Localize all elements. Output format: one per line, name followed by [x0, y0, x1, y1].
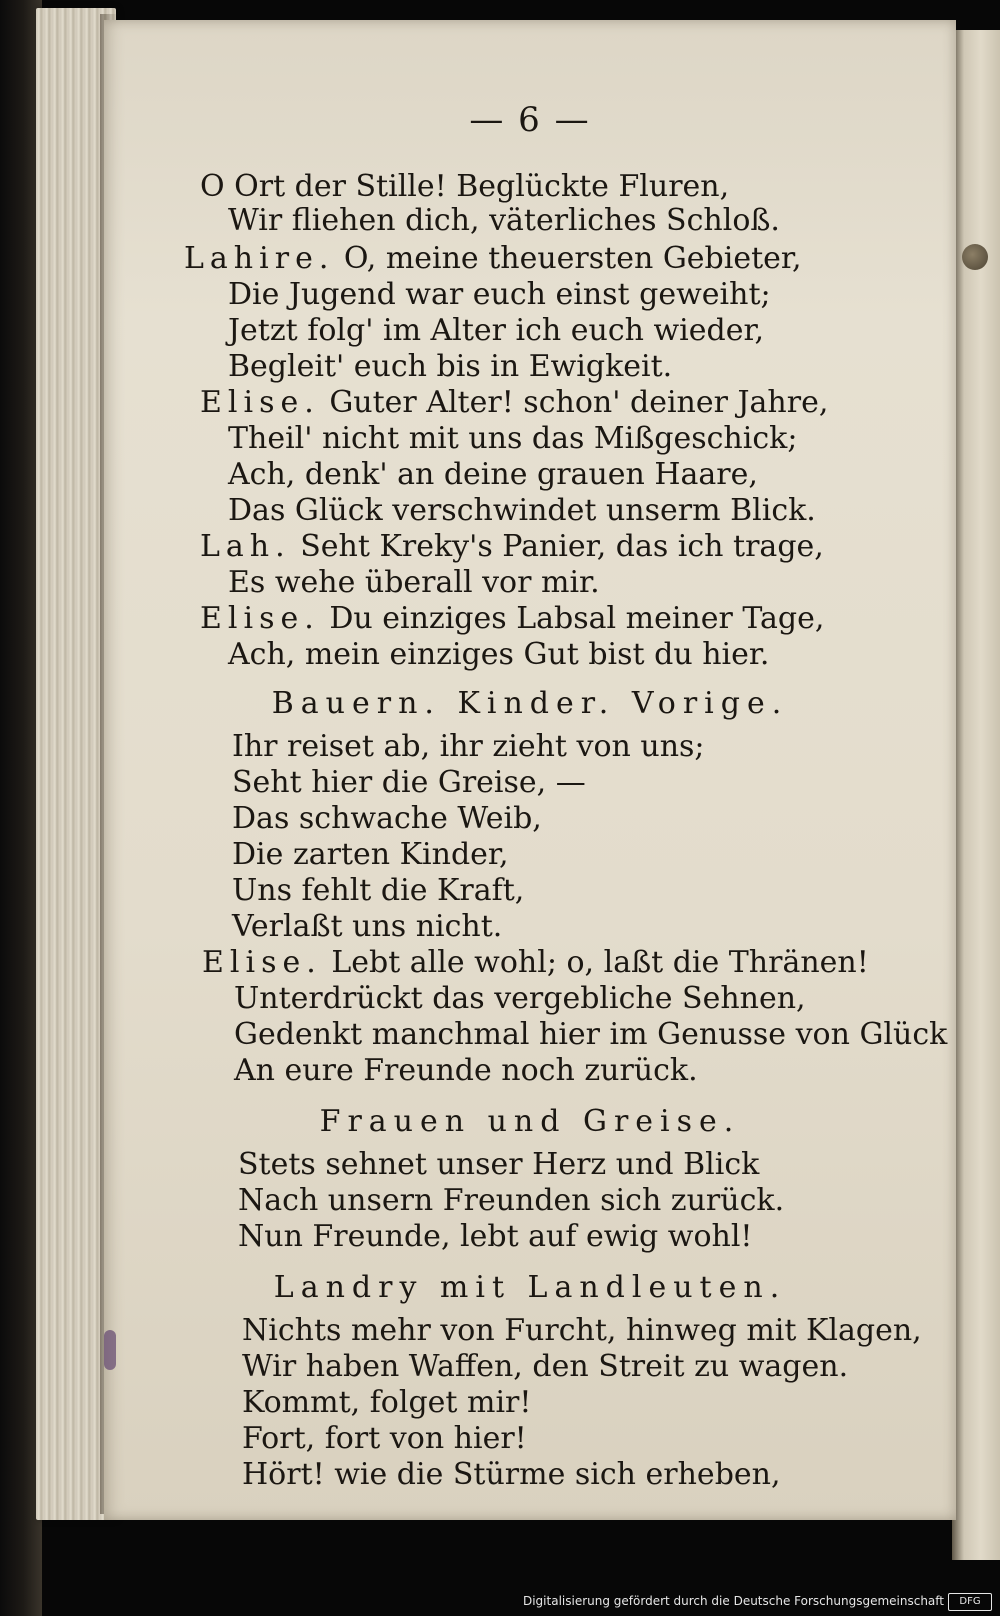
section-heading: Frauen und Greise. — [319, 1104, 741, 1139]
speaker-name: Elise. — [202, 945, 322, 980]
line-text: O, meine theuersten Gebieter, — [343, 241, 802, 276]
verse-line — [228, 566, 600, 600]
verse-line — [228, 494, 816, 528]
verse-line — [238, 1184, 784, 1218]
verse-line — [232, 838, 509, 872]
verse-line — [228, 422, 797, 456]
verse-line — [200, 170, 729, 204]
verse-line — [228, 278, 771, 312]
verse-line — [234, 1054, 698, 1088]
line-text: Das schwache Weib, — [232, 801, 542, 836]
verse-line — [234, 982, 806, 1016]
verse-line — [238, 1148, 759, 1182]
verse-line — [228, 458, 758, 492]
line-text: O Ort der Stille! Beglückte Fluren, — [200, 169, 730, 204]
line-text: Unterdrückt das vergebliche Sehnen, — [234, 981, 806, 1016]
line-text: Seht Kreky's Panier, das ich trage, — [300, 529, 824, 564]
speaker-name: Elise. — [200, 385, 320, 420]
verse-line — [228, 204, 780, 238]
line-text: Uns fehlt die Kraft, — [232, 873, 525, 908]
verse-line — [232, 766, 586, 800]
verse-line — [200, 530, 824, 564]
line-text: Nun Freunde, lebt auf ewig wohl! — [238, 1219, 753, 1254]
line-text: Kommt, folget mir! — [242, 1385, 532, 1420]
verse-line — [242, 1458, 781, 1492]
line-text: Wir haben Waffen, den Streit zu wagen. — [242, 1349, 849, 1384]
verse-line — [232, 910, 502, 944]
verse-line — [242, 1386, 531, 1420]
verse-line — [228, 314, 764, 348]
line-text: Nach unsern Freunden sich zurück. — [238, 1183, 785, 1218]
verse-line — [232, 730, 705, 764]
line-text: Jetzt folg' im Alter ich euch wieder, — [228, 313, 765, 348]
line-text: Nichts mehr von Furcht, hinweg mit Klagen, — [242, 1313, 922, 1348]
dfg-logo: DFG — [948, 1593, 992, 1611]
verse-line — [232, 802, 542, 836]
verse-line — [228, 638, 769, 672]
line-text: Du einziges Labsal meiner Tage, — [329, 601, 825, 636]
line-text: Die zarten Kinder, — [232, 837, 509, 872]
verse-line — [202, 946, 869, 980]
verse-line — [200, 602, 824, 636]
section-heading: Landry mit Landleuten. — [273, 1270, 787, 1305]
binding-thread — [962, 244, 988, 270]
line-text: An eure Freunde noch zurück. — [234, 1053, 698, 1088]
speaker-name: Lah. — [200, 529, 291, 564]
line-text: Begleit' euch bis in Ewigkeit. — [228, 349, 673, 384]
verse-line — [242, 1350, 848, 1384]
line-text: Das Glück verschwindet unserm Blick. — [228, 493, 816, 528]
line-text: Gedenkt manchmal hier im Genusse von Glück — [234, 1017, 948, 1052]
line-text: Ach, denk' an deine grauen Haare, — [228, 457, 758, 492]
line-text: Es wehe überall vor mir. — [228, 565, 600, 600]
verse-line — [184, 242, 802, 276]
verse-line — [238, 1220, 752, 1254]
line-text: Theil' nicht mit uns das Mißgeschick; — [228, 421, 798, 456]
verse-line — [232, 874, 524, 908]
digitization-credit: Digitalisierung gefördert durch die Deutsche Forschungsgemeinschaft — [522, 1594, 944, 1608]
line-text: Fort, fort von hier! — [242, 1421, 527, 1456]
line-text: Stets sehnet unser Herz und Blick — [238, 1147, 760, 1182]
verse-line — [234, 1018, 947, 1052]
page-number: — 6 — — [469, 100, 591, 140]
speaker-name: Lahire. — [184, 241, 335, 276]
line-text: Wir fliehen dich, väterliches Schloß. — [228, 203, 780, 238]
verse-line — [200, 386, 828, 420]
verse-line — [242, 1314, 922, 1348]
speaker-name: Elise. — [200, 601, 320, 636]
verse-line — [228, 350, 672, 384]
section-heading: Bauern. Kinder. Vorige. — [271, 686, 789, 721]
line-text: Guter Alter! schon' deiner Jahre, — [329, 385, 829, 420]
verse-line — [242, 1422, 527, 1456]
line-text: Lebt alle wohl; o, laßt die Thränen! — [331, 945, 869, 980]
line-text: Ach, mein einziges Gut bist du hier. — [228, 637, 770, 672]
line-text: Die Jugend war euch einst geweiht; — [228, 277, 771, 312]
line-text: Verlaßt uns nicht. — [232, 909, 503, 944]
line-text: Seht hier die Greise, — — [232, 765, 586, 800]
line-text: Hört! wie die Stürme sich erheben, — [242, 1457, 781, 1492]
page-text — [104, 20, 956, 1520]
line-text: Ihr reiset ab, ihr zieht von uns; — [232, 729, 705, 764]
